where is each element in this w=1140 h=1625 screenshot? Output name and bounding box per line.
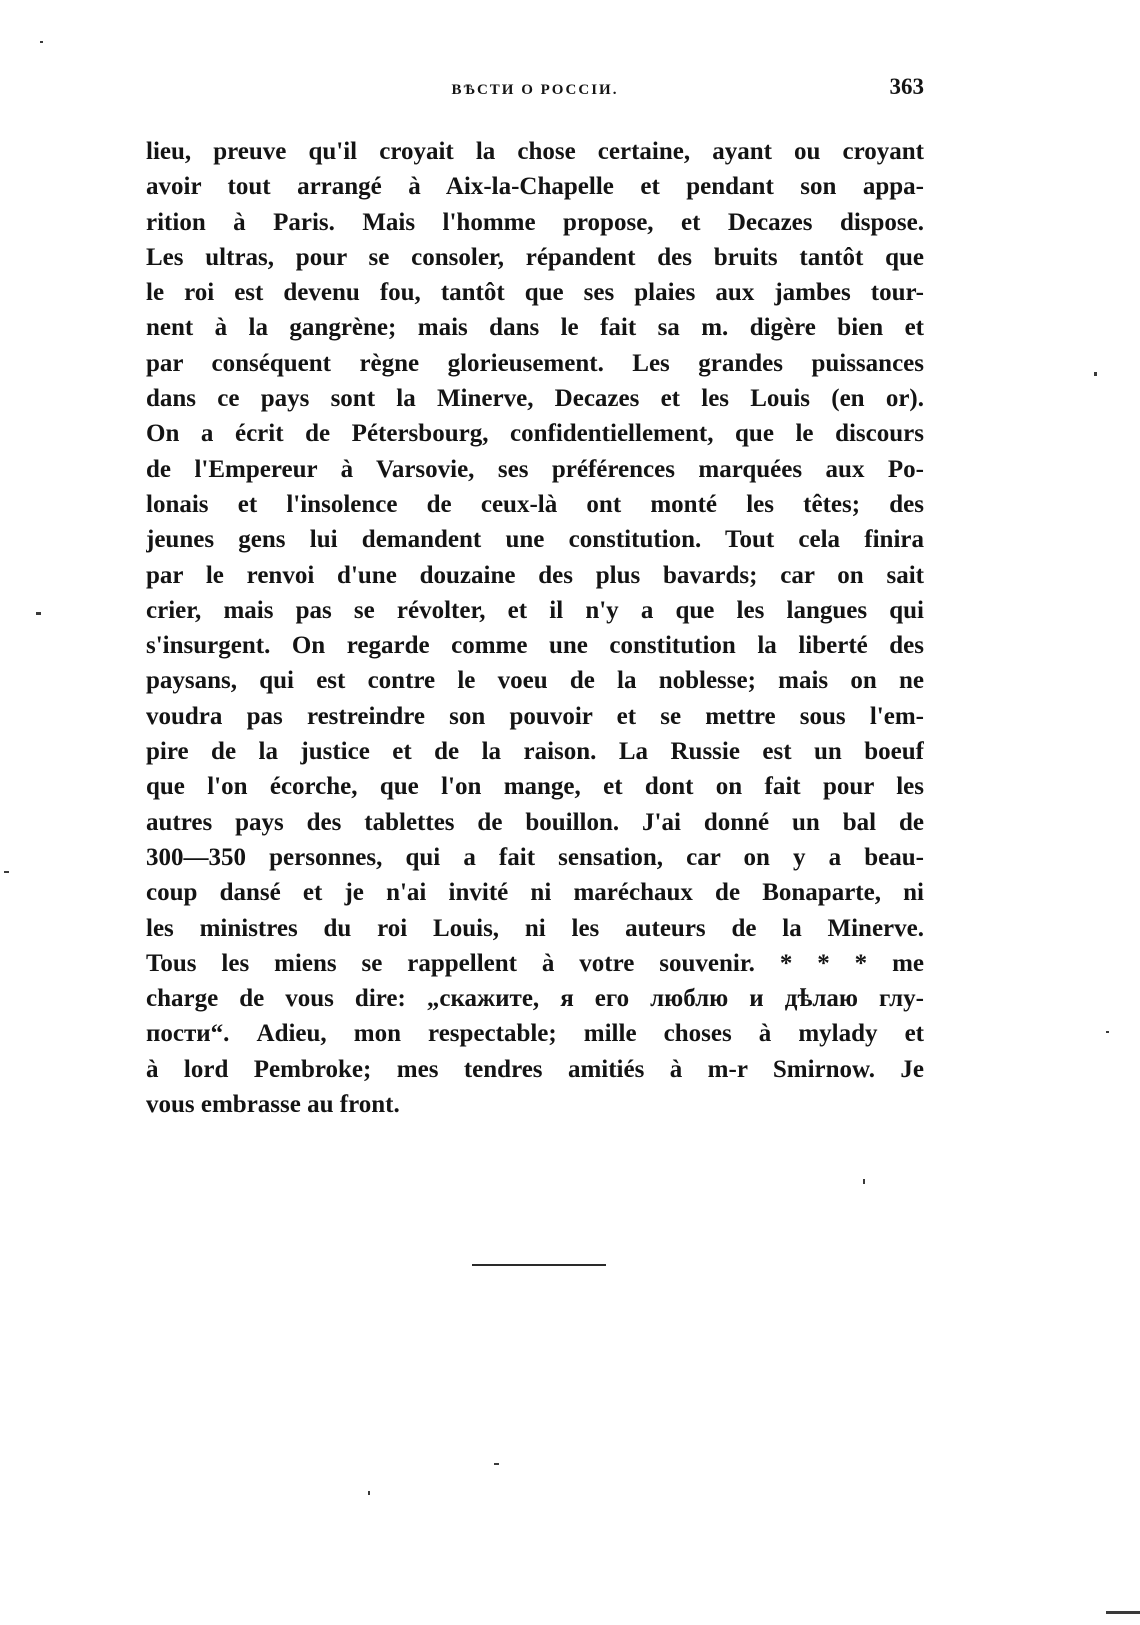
scan-speck (494, 1463, 499, 1465)
text-line: jeunes gens lui demandent une constitution. Tout cela finira (146, 526, 924, 554)
text-line: nent à la gangrène; mais dans le fait sa m. digère bien et (146, 314, 924, 342)
text-line: paysans, qui est contre le voeu de la noblesse; mais on ne (146, 667, 924, 695)
text-line: 300—350 personnes, qui a fait sensation, car on y a beau- (146, 843, 924, 871)
text-line: à lord Pembroke; mes tendres amitiés à m-r Smirnow. Je (146, 1055, 924, 1083)
text-line: pire de la justice et de la raison. La Russie est un boeuf (146, 738, 924, 766)
text-line: les ministres du roi Louis, ni les auteurs de la Minerve. (146, 914, 924, 942)
end-rule (472, 1264, 606, 1266)
text-line: lonais et l'insolence de ceux-là ont monté les têtes; des (146, 490, 924, 518)
scan-speck (368, 1491, 370, 1495)
body-text (146, 134, 924, 1122)
text-line: avoir tout arrangé à Aix-la-Chapelle et pendant son appa- (146, 173, 924, 201)
text-line: vous embrasse au front. (146, 1091, 400, 1119)
text-line: charge de vous dire: „скажите, я его люблю и дѣлаю глу- (146, 985, 924, 1013)
text-line: voudra pas restreindre son pouvoir et se mettre sous l'em- (146, 702, 924, 730)
page-number: 363 (889, 74, 924, 99)
text-line: le roi est devenu fou, tantôt que ses plaies aux jambes tour- (146, 279, 924, 307)
scan-speck (1106, 1031, 1109, 1033)
text-line: coup dansé et je n'ai invité ni maréchaux de Bonaparte, ni (146, 879, 924, 907)
text-line: lieu, preuve qu'il croyait la chose certaine, ayant ou croyant (146, 138, 924, 165)
scan-speck (36, 612, 41, 615)
running-title: ВѢСТИ О РОССІИ. (451, 82, 619, 98)
text-line: On a écrit de Pétersbourg, confidentiellement, que le discours (146, 420, 924, 448)
text-line: s'insurgent. On regarde comme une constitution la liberté des (146, 632, 924, 660)
text-line: que l'on écorche, que l'on mange, et dont on fait pour les (146, 773, 924, 801)
text-line: Les ultras, pour se consoler, répandent des bruits tantôt que (146, 243, 924, 271)
text-line: пости“. Adieu, mon respectable; mille choses à mylady et (146, 1020, 924, 1048)
scan-speck (1106, 1611, 1140, 1614)
text-line: par le renvoi d'une douzaine des plus bavards; car on sait (146, 561, 924, 589)
scan-speck (4, 871, 9, 873)
scan-speck (863, 1179, 865, 1184)
text-line: par conséquent règne glorieusement. Les grandes puissances (146, 349, 924, 377)
text-line: autres pays des tablettes de bouillon. J'ai donné un bal de (146, 808, 924, 836)
text-line: dans ce pays sont la Minerve, Decazes et les Louis (en or). (146, 385, 924, 413)
text-line: Tous les miens se rappellent à votre souvenir. * * * me (146, 949, 924, 977)
text-line: de l'Empereur à Varsovie, ses préférences marquées aux Po- (146, 455, 924, 483)
text-line: crier, mais pas se révolter, et il n'y a que les langues qui (146, 596, 924, 624)
scan-speck (1094, 372, 1097, 376)
text-line: rition à Paris. Mais l'homme propose, et Decazes dispose. (146, 208, 924, 236)
running-head (146, 74, 924, 114)
scan-speck (40, 41, 43, 43)
